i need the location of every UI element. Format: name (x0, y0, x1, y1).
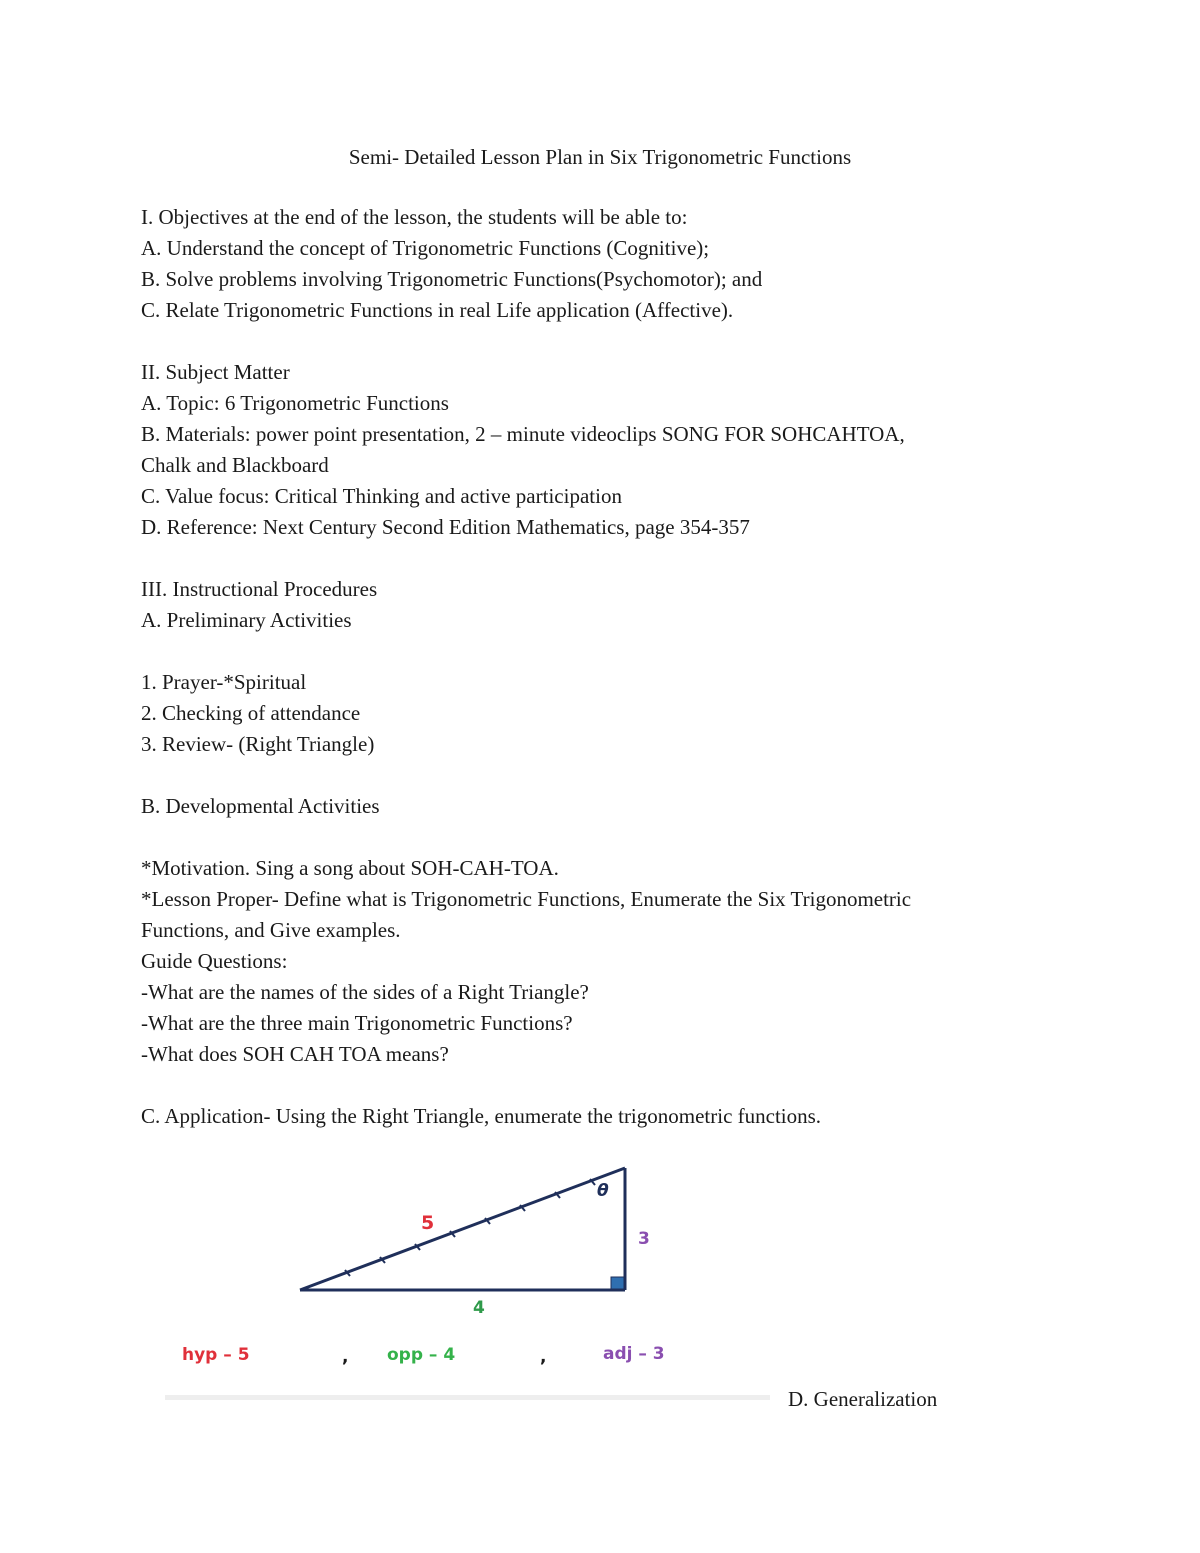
guide-questions-heading: Guide Questions: (141, 949, 288, 973)
right-triangle-figure (160, 1150, 780, 1410)
objective-a: A. Understand the concept of Trigonometric Functions (Cognitive); (141, 236, 710, 260)
value-focus-line: C. Value focus: Critical Thinking and active participation (141, 484, 622, 508)
right-side-length-label: 3 (638, 1229, 650, 1249)
blank-line (141, 760, 1041, 791)
application-line: C. Application- Using the Right Triangle, enumerate the trigonometric functions. (141, 1104, 822, 1128)
review-item: 3. Review- (Right Triangle) (141, 732, 375, 756)
opp-caption: opp – 4 (387, 1345, 456, 1365)
materials-line-cont: Chalk and Blackboard (141, 453, 329, 477)
hypotenuse-length-label: 5 (421, 1212, 435, 1234)
objectives-heading: I. Objectives at the end of the lesson, the students will be able to: (141, 205, 688, 229)
adj-caption: adj – 3 (603, 1344, 665, 1364)
preliminary-heading: A. Preliminary Activities (141, 608, 352, 632)
objective-b: B. Solve problems involving Trigonometric Functions(Psychomotor); and (141, 267, 763, 291)
blank-line (141, 822, 1041, 853)
lesson-proper-line-cont: Functions, and Give examples. (141, 918, 401, 942)
blank-line (141, 1070, 1041, 1101)
blank-line (141, 543, 1041, 574)
caption-separator: , (540, 1347, 547, 1367)
right-triangle-diagram (160, 1150, 780, 1410)
generalization-heading: D. Generalization (788, 1387, 938, 1411)
guide-question-3: -What does SOH CAH TOA means? (141, 1042, 449, 1066)
page-title: Semi- Detailed Lesson Plan in Six Trigonometric Functions (348, 145, 852, 169)
motivation-line: *Motivation. Sing a song about SOH-CAH-TOA. (141, 856, 559, 880)
angle-label: θ (597, 1181, 609, 1201)
procedures-heading: III. Instructional Procedures (141, 577, 378, 601)
lesson-proper-line: *Lesson Proper- Define what is Trigonometric Functions, Enumerate the Six Trigonometric (141, 887, 912, 911)
caption-separator: , (342, 1347, 349, 1367)
developmental-heading: B. Developmental Activities (141, 794, 380, 818)
right-angle-marker (611, 1277, 624, 1289)
blank-line (141, 636, 1041, 667)
reference-line: D. Reference: Next Century Second Edition Mathematics, page 354-357 (141, 515, 750, 539)
guide-question-2: -What are the three main Trigonometric Functions? (141, 1011, 573, 1035)
attendance-item: 2. Checking of attendance (141, 701, 361, 725)
hyp-caption: hyp – 5 (182, 1345, 250, 1365)
triangle-hypotenuse (300, 1168, 625, 1290)
blank-line (141, 326, 1041, 357)
topic-line: A. Topic: 6 Trigonometric Functions (141, 391, 449, 415)
objective-c: C. Relate Trigonometric Functions in real Life application (Affective). (141, 298, 734, 322)
bottom-side-length-label: 4 (473, 1298, 485, 1318)
figure-bottom-shadow (165, 1395, 770, 1400)
materials-line: B. Materials: power point presentation, 2 – minute videoclips SONG FOR SOHCAHTOA, (141, 422, 905, 446)
guide-question-1: -What are the names of the sides of a Right Triangle? (141, 980, 589, 1004)
subject-matter-heading: II. Subject Matter (141, 360, 290, 384)
prayer-item: 1. Prayer-*Spiritual (141, 670, 307, 694)
lesson-body (141, 202, 1041, 1132)
